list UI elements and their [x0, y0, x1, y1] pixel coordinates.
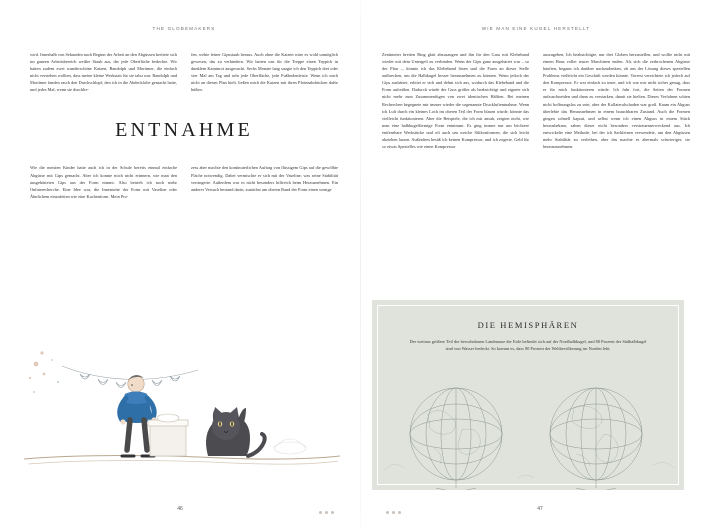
hemisphere-globes-illustration [372, 374, 684, 490]
page-number-right: 47 [537, 506, 543, 512]
hemispheres-infobox [372, 300, 684, 490]
workshop-illustration [22, 338, 342, 488]
dot [319, 511, 322, 514]
decorative-dots-left [319, 511, 334, 514]
left-top-columns [30, 51, 338, 93]
left-bottom-columns [30, 164, 338, 199]
running-head-right: WIE MAN EINE KUGEL HERSTELLT [481, 26, 591, 31]
body-paragraph: zess aber machte den kontinuierlichen Auftrag von flüssigem Gips auf die gewölbte Fläche notwendig. Dabei vermischte er sich mit der Vaseline, was seine Stabilität verringerte. Außerdem war es nicht besonders hilfreich beim Herausnehmen. Ein anderer Versuch bestand darin, zunächst am oberen Rand der Form einen wenige [191, 165, 338, 192]
right-column-1 [382, 51, 529, 150]
dot [386, 511, 389, 514]
body-paragraph: fen, wehte feiner Gipsstaub heraus. Auch ohne die Katzen wäre es wohl unmöglich gewesen, das zu verhindern. Wir hatten uns für die Treppe einen Teppich in dunklem Kaminrot ausgesucht. Sechs Monate lang saugte ich den Teppich drei oder vier Mal am Tag und sehr jede Oberfläche, jede Fußbodenleiste. Wenn ich mich nicht an diesen Plan hielt, ließen mich die Katzen mit ihren Pfotenabdrücken dafür büßen. [191, 52, 338, 93]
decorative-dots-right [386, 511, 401, 514]
dot [398, 511, 401, 514]
infobox-body: Der weitaus größere Teil der bewohnbaren Landmasse der Erde befindet sich auf der Nordhalbkugel, und 80 Prozent der Südhalbkugel sind von Wasser bedeckt. So kommt es, dass 90 Prozent der Weltbevölkerung im Norden lebt. [409, 339, 647, 352]
spread-gutter [360, 0, 361, 530]
infobox-title: DIE HEMISPHÄREN [477, 320, 579, 330]
dot [331, 511, 334, 514]
dot [392, 511, 395, 514]
chapter-title: ENTNAHME [115, 119, 253, 142]
body-paragraph: Wie die meisten Kinder hatte auch ich in der Schule bereits einmal einfache Abgüsse mit Gips gemacht. Aber ich konnte mich nicht erinnern, wie man den ausgehärteten Gips aus der Form nimmt. Also betrieb ich noch mehr Onlinerecherche. Eine Idee war, die Innenseite der Form mit Vaseline oder Ähnlichem einzufetten wie eine Kuchenform. Mein Pro- [30, 165, 177, 199]
left-column-2 [191, 51, 338, 93]
body-paragraph: auszugeben, Ich beabsichtigte, nur drei Globen herzustellen, und wollte nicht mit einem Haus voller teurer Maschinen enden. Als sich die zerbrochenen Abgüsse häuften, begann ich darüber nachzudenken, ob aus der Lösung dieses speziellen Problems vielleicht ein Geschäft werden könnte. Vorerst verzichtete ich jedoch auf den Kompressor. Er war einfach zu teuer, und ich war mir nicht sicher genug, dass er für mich funktionieren würde. Ich fuhr fort, die Seiten der Formen aufzuschneiden und dann zu verstarken, damit sie hielten. Dieses Verfahren schien nicht hoffnungslos zu sein, aber der Kollateralschaden war groß. Kaum ein Abguss überlebte das Herausnehmen in einem brauchbaren Zustand. Auch die Formen gingen schnell kaputt, und selbst wenn ich einen Abguss in einem Stück herausbekam, sahen dieser nicht besonders verstrauenserweckend aus. Ich entwickelte eine Methode, bei der ich Sackleinen verwendete, um den Abgüssen mehr Stabilität zu verleihen, aber das machte es abermals schwieriger, sie herauszunehmen. [543, 52, 690, 150]
left-column-1 [30, 51, 177, 93]
page-number-left: 46 [177, 506, 183, 512]
left-column-4 [191, 164, 338, 199]
dot [325, 511, 328, 514]
body-paragraph: Zentimeter breiten Ring glatt abzusaugen und ihn für den Guss mit Klebeband wieder mit dem Untergeil zu verbinden. Wenn der Gips ganz ausgehärtet war – so der Plan –, könnte ich das Klebeband lösen und die Form an dieser Stelle aufbrechen, um die Halbkugel besser herausnehmen zu können. Wenn jedoch der Gips aushärtet, erhitzt er sich und dehnt sich aus, wodurch das Klebeband und die Form aufreißen. Dadurch würde der Guss größer als beabsichtigt und eignete sich nicht mehr zum Zusammenfügen von zwei identischen Hälften. Bei meinen Recherchen begegnete mir immer wieder die sogenannte Druckluftentnahme. Wenn ich Luft durch ein kleines Loch im oberen Teil der Form blasen würde, könnte das vielleicht funktionieren. Aber die Beispiele, die ich mir ansah, zeigten nicht, wie man eine halbkugelförmige Form entnimmt. Es ging immer nur um leichtere entfernbare Werkstücke und oft auch um weiche Silikonformen, die sich leicht abziehen lassen. Außerdem besäß ich keinen Kompressor, und ich zogerte. Geld für so etwas Spezielles wie einen Kompressor [382, 52, 529, 150]
running-head-left: THE GLOBEMAKERS [152, 26, 216, 31]
body-paragraph: wird. Innerhalb von Sekunden nach Beginn der Arbeit an den Abgüssen breitete sich im ganzen Arbeitsbereich weißer Staub aus, der jede Oberfläche bedeckte. Wir hatten zudem zwei wunderschöne Katzen, Randolph und Mortimer, die einfach nicht verstehen wollten, dass meine kleine Werkstatt für sie tabu war. Randolph und Mortimer fanden rasch den Durchschlupf, den ich in die Abdeckfolie gemacht hatte, und jedes Mal, wenn sie durchlie- [30, 52, 177, 93]
left-column-3 [30, 164, 177, 199]
right-column-2 [543, 51, 690, 150]
right-top-columns [382, 51, 690, 150]
